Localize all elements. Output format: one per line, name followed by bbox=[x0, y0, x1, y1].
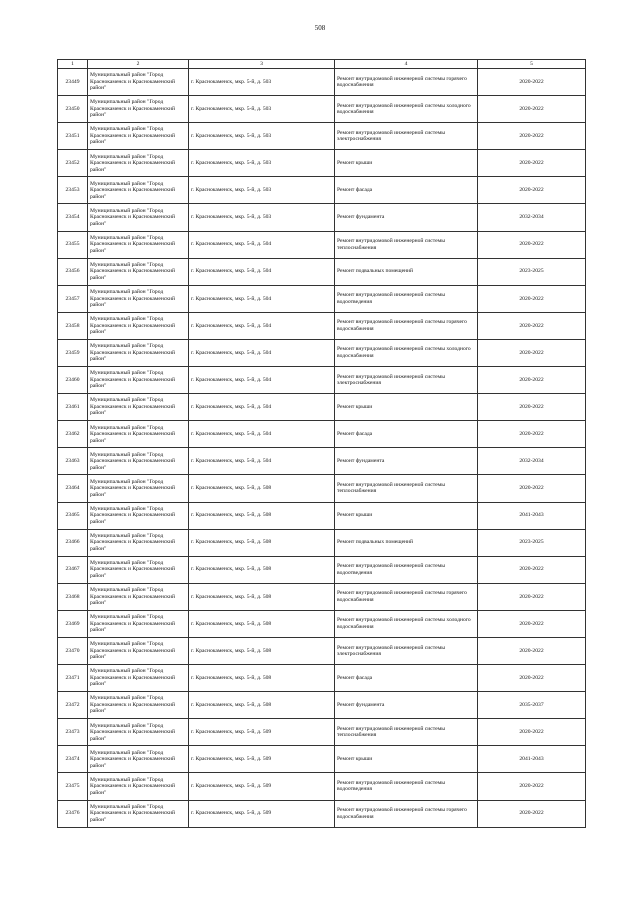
building-address: г. Краснокаменск, мкр. 5-й, д. 508 bbox=[189, 556, 335, 583]
table-row bbox=[58, 692, 586, 719]
table-row bbox=[58, 773, 586, 800]
municipal-district: Муниципальный район "Город Краснокаменск и Краснокаменский район" bbox=[88, 665, 189, 692]
row-number: 23456 bbox=[58, 258, 88, 285]
building-address: г. Краснокаменск, мкр. 5-й, д. 508 bbox=[189, 475, 335, 502]
municipal-district: Муниципальный район "Город Краснокаменск и Краснокаменский район" bbox=[88, 177, 189, 204]
table-row bbox=[58, 312, 586, 339]
municipal-district: Муниципальный район "Город Краснокаменск и Краснокаменский район" bbox=[88, 285, 189, 312]
municipal-district: Муниципальный район "Город Краснокаменск и Краснокаменский район" bbox=[88, 339, 189, 366]
repair-schedule-table bbox=[57, 59, 586, 828]
repair-work-type: Ремонт внутридомовой инженерной системы теплоснабжения bbox=[335, 231, 478, 258]
table-row bbox=[58, 637, 586, 664]
row-number: 23469 bbox=[58, 610, 88, 637]
repair-work-type: Ремонт крыши bbox=[335, 502, 478, 529]
repair-work-type: Ремонт внутридомовой инженерной системы холодного водоснабжения bbox=[335, 339, 478, 366]
planned-period: 2035-2037 bbox=[478, 692, 586, 719]
planned-period: 2020-2022 bbox=[478, 231, 586, 258]
repair-work-type: Ремонт внутридомовой инженерной системы горячего водоснабжения bbox=[335, 583, 478, 610]
row-number: 23458 bbox=[58, 312, 88, 339]
row-number: 23468 bbox=[58, 583, 88, 610]
row-number: 23452 bbox=[58, 150, 88, 177]
municipal-district: Муниципальный район "Город Краснокаменск и Краснокаменский район" bbox=[88, 421, 189, 448]
repair-work-type: Ремонт внутридомовой инженерной системы горячего водоснабжения bbox=[335, 312, 478, 339]
repair-work-type: Ремонт внутридомовой инженерной системы холодного водоснабжения bbox=[335, 96, 478, 123]
municipal-district: Муниципальный район "Город Краснокаменск и Краснокаменский район" bbox=[88, 637, 189, 664]
page-number: 508 bbox=[314, 24, 326, 32]
planned-period: 2023-2025 bbox=[478, 258, 586, 285]
repair-work-type: Ремонт внутридомовой инженерной системы электроснабжения bbox=[335, 367, 478, 394]
building-address: г. Краснокаменск, мкр. 5-й, д. 509 bbox=[189, 746, 335, 773]
table-row bbox=[58, 231, 586, 258]
repair-work-type: Ремонт крыши bbox=[335, 746, 478, 773]
table-row bbox=[58, 502, 586, 529]
planned-period: 2020-2022 bbox=[478, 583, 586, 610]
municipal-district: Муниципальный район "Город Краснокаменск и Краснокаменский район" bbox=[88, 610, 189, 637]
row-number: 23451 bbox=[58, 123, 88, 150]
municipal-district: Муниципальный район "Город Краснокаменск и Краснокаменский район" bbox=[88, 692, 189, 719]
planned-period: 2020-2022 bbox=[478, 367, 586, 394]
municipal-district: Муниципальный район "Город Краснокаменск и Краснокаменский район" bbox=[88, 448, 189, 475]
table-row bbox=[58, 69, 586, 96]
repair-work-type: Ремонт внутридомовой инженерной системы электроснабжения bbox=[335, 637, 478, 664]
repair-work-type: Ремонт внутридомовой инженерной системы водоотведения bbox=[335, 773, 478, 800]
planned-period: 2020-2022 bbox=[478, 800, 586, 827]
building-address: г. Краснокаменск, мкр. 5-й, д. 503 bbox=[189, 204, 335, 231]
building-address: г. Краснокаменск, мкр. 5-й, д. 504 bbox=[189, 421, 335, 448]
column-header-5: 5 bbox=[478, 60, 586, 69]
planned-period: 2020-2022 bbox=[478, 339, 586, 366]
building-address: г. Краснокаменск, мкр. 5-й, д. 509 bbox=[189, 773, 335, 800]
column-header-3: 3 bbox=[189, 60, 335, 69]
repair-work-type: Ремонт внутридомовой инженерной системы водоотведения bbox=[335, 556, 478, 583]
table-row bbox=[58, 556, 586, 583]
planned-period: 2020-2022 bbox=[478, 773, 586, 800]
table-row bbox=[58, 367, 586, 394]
repair-work-type: Ремонт фасада bbox=[335, 421, 478, 448]
repair-work-type: Ремонт фундамента bbox=[335, 448, 478, 475]
table-row bbox=[58, 123, 586, 150]
municipal-district: Муниципальный район "Город Краснокаменск и Краснокаменский район" bbox=[88, 204, 189, 231]
table-body bbox=[58, 69, 586, 828]
row-number: 23464 bbox=[58, 475, 88, 502]
building-address: г. Краснокаменск, мкр. 5-й, д. 508 bbox=[189, 692, 335, 719]
municipal-district: Муниципальный район "Город Краснокаменск и Краснокаменский район" bbox=[88, 96, 189, 123]
building-address: г. Краснокаменск, мкр. 5-й, д. 504 bbox=[189, 448, 335, 475]
building-address: г. Краснокаменск, мкр. 5-й, д. 504 bbox=[189, 285, 335, 312]
building-address: г. Краснокаменск, мкр. 5-й, д. 504 bbox=[189, 312, 335, 339]
table-row bbox=[58, 800, 586, 827]
repair-work-type: Ремонт крыши bbox=[335, 150, 478, 177]
row-number: 23449 bbox=[58, 69, 88, 96]
building-address: г. Краснокаменск, мкр. 5-й, д. 504 bbox=[189, 231, 335, 258]
row-number: 23460 bbox=[58, 367, 88, 394]
row-number: 23457 bbox=[58, 285, 88, 312]
row-number: 23472 bbox=[58, 692, 88, 719]
municipal-district: Муниципальный район "Город Краснокаменск и Краснокаменский район" bbox=[88, 367, 189, 394]
planned-period: 2020-2022 bbox=[478, 394, 586, 421]
building-address: г. Краснокаменск, мкр. 5-й, д. 504 bbox=[189, 367, 335, 394]
row-number: 23475 bbox=[58, 773, 88, 800]
planned-period: 2020-2022 bbox=[478, 421, 586, 448]
planned-period: 2020-2022 bbox=[478, 96, 586, 123]
planned-period: 2032-2034 bbox=[478, 204, 586, 231]
repair-work-type: Ремонт внутридомовой инженерной системы горячего водоснабжения bbox=[335, 69, 478, 96]
municipal-district: Муниципальный район "Город Краснокаменск и Краснокаменский район" bbox=[88, 123, 189, 150]
table-row bbox=[58, 394, 586, 421]
repair-work-type: Ремонт внутридомовой инженерной системы теплоснабжения bbox=[335, 719, 478, 746]
table-row bbox=[58, 285, 586, 312]
table-row bbox=[58, 746, 586, 773]
table-row bbox=[58, 150, 586, 177]
repair-work-type: Ремонт внутридомовой инженерной системы электроснабжения bbox=[335, 123, 478, 150]
repair-work-type: Ремонт внутридомовой инженерной системы теплоснабжения bbox=[335, 475, 478, 502]
building-address: г. Краснокаменск, мкр. 5-й, д. 504 bbox=[189, 339, 335, 366]
table-row bbox=[58, 96, 586, 123]
municipal-district: Муниципальный район "Город Краснокаменск и Краснокаменский район" bbox=[88, 800, 189, 827]
column-header-4: 4 bbox=[335, 60, 478, 69]
municipal-district: Муниципальный район "Город Краснокаменск и Краснокаменский район" bbox=[88, 258, 189, 285]
table-row bbox=[58, 583, 586, 610]
repair-work-type: Ремонт подвальных помещений bbox=[335, 258, 478, 285]
building-address: г. Краснокаменск, мкр. 5-й, д. 508 bbox=[189, 529, 335, 556]
table-row bbox=[58, 258, 586, 285]
header-row bbox=[58, 60, 586, 69]
planned-period: 2020-2022 bbox=[478, 475, 586, 502]
municipal-district: Муниципальный район "Город Краснокаменск и Краснокаменский район" bbox=[88, 150, 189, 177]
row-number: 23453 bbox=[58, 177, 88, 204]
row-number: 23470 bbox=[58, 637, 88, 664]
repair-work-type: Ремонт внутридомовой инженерной системы холодного водоснабжения bbox=[335, 610, 478, 637]
planned-period: 2020-2022 bbox=[478, 177, 586, 204]
table-header bbox=[58, 60, 586, 69]
municipal-district: Муниципальный район "Город Краснокаменск и Краснокаменский район" bbox=[88, 231, 189, 258]
municipal-district: Муниципальный район "Город Краснокаменск и Краснокаменский район" bbox=[88, 719, 189, 746]
planned-period: 2023-2025 bbox=[478, 529, 586, 556]
row-number: 23467 bbox=[58, 556, 88, 583]
planned-period: 2032-2034 bbox=[478, 448, 586, 475]
table-row bbox=[58, 448, 586, 475]
row-number: 23465 bbox=[58, 502, 88, 529]
planned-period: 2020-2022 bbox=[478, 610, 586, 637]
building-address: г. Краснокаменск, мкр. 5-й, д. 508 bbox=[189, 502, 335, 529]
row-number: 23454 bbox=[58, 204, 88, 231]
planned-period: 2041-2043 bbox=[478, 502, 586, 529]
table-row bbox=[58, 475, 586, 502]
row-number: 23476 bbox=[58, 800, 88, 827]
row-number: 23466 bbox=[58, 529, 88, 556]
row-number: 23471 bbox=[58, 665, 88, 692]
planned-period: 2020-2022 bbox=[478, 556, 586, 583]
table-row bbox=[58, 421, 586, 448]
building-address: г. Краснокаменск, мкр. 5-й, д. 509 bbox=[189, 719, 335, 746]
column-header-2: 2 bbox=[88, 60, 189, 69]
row-number: 23463 bbox=[58, 448, 88, 475]
column-header-1: 1 bbox=[58, 60, 88, 69]
building-address: г. Краснокаменск, мкр. 5-й, д. 503 bbox=[189, 177, 335, 204]
repair-work-type: Ремонт фундамента bbox=[335, 204, 478, 231]
municipal-district: Муниципальный район "Город Краснокаменск и Краснокаменский район" bbox=[88, 475, 189, 502]
repair-work-type: Ремонт внутридомовой инженерной системы водоотведения bbox=[335, 285, 478, 312]
repair-work-type: Ремонт фундамента bbox=[335, 692, 478, 719]
planned-period: 2020-2022 bbox=[478, 285, 586, 312]
municipal-district: Муниципальный район "Город Краснокаменск и Краснокаменский район" bbox=[88, 394, 189, 421]
table-row bbox=[58, 339, 586, 366]
table-row bbox=[58, 610, 586, 637]
building-address: г. Краснокаменск, мкр. 5-й, д. 508 bbox=[189, 583, 335, 610]
row-number: 23462 bbox=[58, 421, 88, 448]
municipal-district: Муниципальный район "Город Краснокаменск и Краснокаменский район" bbox=[88, 312, 189, 339]
municipal-district: Муниципальный район "Город Краснокаменск и Краснокаменский район" bbox=[88, 773, 189, 800]
table-row bbox=[58, 177, 586, 204]
building-address: г. Краснокаменск, мкр. 5-й, д. 508 bbox=[189, 637, 335, 664]
planned-period: 2020-2022 bbox=[478, 637, 586, 664]
building-address: г. Краснокаменск, мкр. 5-й, д. 509 bbox=[189, 800, 335, 827]
row-number: 23455 bbox=[58, 231, 88, 258]
planned-period: 2020-2022 bbox=[478, 150, 586, 177]
municipal-district: Муниципальный район "Город Краснокаменск и Краснокаменский район" bbox=[88, 529, 189, 556]
planned-period: 2020-2022 bbox=[478, 665, 586, 692]
municipal-district: Муниципальный район "Город Краснокаменск и Краснокаменский район" bbox=[88, 69, 189, 96]
repair-work-type: Ремонт фасада bbox=[335, 665, 478, 692]
table-row bbox=[58, 529, 586, 556]
building-address: г. Краснокаменск, мкр. 5-й, д. 504 bbox=[189, 258, 335, 285]
row-number: 23461 bbox=[58, 394, 88, 421]
row-number: 23450 bbox=[58, 96, 88, 123]
repair-work-type: Ремонт подвальных помещений bbox=[335, 529, 478, 556]
building-address: г. Краснокаменск, мкр. 5-й, д. 508 bbox=[189, 665, 335, 692]
row-number: 23473 bbox=[58, 719, 88, 746]
planned-period: 2020-2022 bbox=[478, 69, 586, 96]
repair-work-type: Ремонт внутридомовой инженерной системы горячего водоснабжения bbox=[335, 800, 478, 827]
row-number: 23474 bbox=[58, 746, 88, 773]
planned-period: 2020-2022 bbox=[478, 719, 586, 746]
planned-period: 2041-2043 bbox=[478, 746, 586, 773]
repair-work-type: Ремонт крыши bbox=[335, 394, 478, 421]
building-address: г. Краснокаменск, мкр. 5-й, д. 503 bbox=[189, 96, 335, 123]
municipal-district: Муниципальный район "Город Краснокаменск и Краснокаменский район" bbox=[88, 583, 189, 610]
building-address: г. Краснокаменск, мкр. 5-й, д. 503 bbox=[189, 150, 335, 177]
planned-period: 2020-2022 bbox=[478, 123, 586, 150]
building-address: г. Краснокаменск, мкр. 5-й, д. 503 bbox=[189, 123, 335, 150]
planned-period: 2020-2022 bbox=[478, 312, 586, 339]
building-address: г. Краснокаменск, мкр. 5-й, д. 503 bbox=[189, 69, 335, 96]
table-row bbox=[58, 204, 586, 231]
building-address: г. Краснокаменск, мкр. 5-й, д. 504 bbox=[189, 394, 335, 421]
municipal-district: Муниципальный район "Город Краснокаменск и Краснокаменский район" bbox=[88, 746, 189, 773]
municipal-district: Муниципальный район "Город Краснокаменск и Краснокаменский район" bbox=[88, 556, 189, 583]
municipal-district: Муниципальный район "Город Краснокаменск и Краснокаменский район" bbox=[88, 502, 189, 529]
repair-work-type: Ремонт фасада bbox=[335, 177, 478, 204]
building-address: г. Краснокаменск, мкр. 5-й, д. 508 bbox=[189, 610, 335, 637]
table-row bbox=[58, 665, 586, 692]
table-row bbox=[58, 719, 586, 746]
row-number: 23459 bbox=[58, 339, 88, 366]
